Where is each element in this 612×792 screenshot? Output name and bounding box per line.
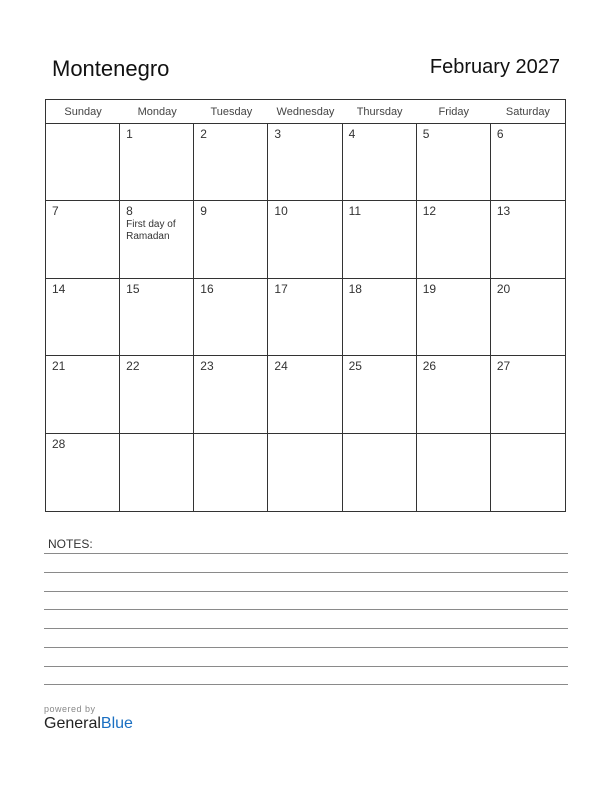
day-number: 6 bbox=[496, 127, 504, 141]
day-number: 5 bbox=[422, 127, 430, 141]
day-number: 23 bbox=[200, 359, 214, 374]
day-cell bbox=[46, 279, 120, 356]
notes-line bbox=[44, 647, 568, 648]
day-number: 26 bbox=[422, 359, 437, 374]
weekday-header: Monday bbox=[120, 100, 194, 124]
day-cell bbox=[120, 124, 194, 201]
day-cell bbox=[268, 434, 342, 511]
day-number: 3 bbox=[274, 127, 282, 141]
weekday-header: Sunday bbox=[46, 100, 120, 124]
day-number: 18 bbox=[348, 281, 362, 296]
day-number: 24 bbox=[274, 359, 288, 374]
day-cell bbox=[343, 201, 417, 278]
notes-line bbox=[44, 684, 568, 685]
day-number: 25 bbox=[348, 359, 362, 374]
day-cell bbox=[417, 434, 491, 511]
day-number: 11 bbox=[348, 204, 362, 219]
day-cell bbox=[268, 356, 342, 433]
brand-logo bbox=[44, 704, 133, 733]
day-cell bbox=[417, 201, 491, 278]
notes-line bbox=[44, 666, 568, 667]
day-cell bbox=[417, 356, 491, 433]
day-cell bbox=[268, 201, 342, 278]
day-number: 8 bbox=[126, 204, 133, 219]
day-cell bbox=[417, 124, 491, 201]
day-cell bbox=[46, 201, 120, 278]
day-number: 22 bbox=[126, 359, 140, 374]
weekday-header: Wednesday bbox=[268, 100, 342, 124]
day-number: 10 bbox=[274, 204, 288, 219]
day-cell bbox=[194, 201, 268, 278]
day-cell bbox=[194, 124, 268, 201]
day-number: 2 bbox=[200, 127, 207, 141]
day-cell bbox=[194, 434, 268, 511]
day-number: 9 bbox=[200, 204, 207, 219]
weekday-header: Tuesday bbox=[194, 100, 268, 124]
month-year-title: February 2027 bbox=[429, 56, 560, 78]
day-cell bbox=[491, 124, 565, 201]
day-number: 13 bbox=[496, 204, 511, 219]
day-cell bbox=[194, 279, 268, 356]
powered-by-text: powered by bbox=[44, 704, 96, 714]
day-number: 4 bbox=[348, 127, 356, 141]
day-cell bbox=[343, 356, 417, 433]
day-cell bbox=[120, 356, 194, 433]
day-number: 7 bbox=[52, 204, 59, 219]
day-number: 21 bbox=[52, 359, 66, 374]
day-number: 27 bbox=[496, 359, 511, 374]
weekday-header: Thursday bbox=[343, 100, 417, 124]
brand-name-blue: Blue bbox=[100, 715, 133, 732]
day-cell bbox=[46, 356, 120, 433]
brand-name-general: General bbox=[44, 715, 101, 732]
day-cell bbox=[194, 356, 268, 433]
notes-label: NOTES: bbox=[48, 537, 93, 551]
day-cell bbox=[46, 124, 120, 201]
day-cell bbox=[120, 434, 194, 511]
notes-line bbox=[44, 609, 568, 610]
day-number: 16 bbox=[200, 281, 214, 296]
day-cell bbox=[343, 124, 417, 201]
notes-line bbox=[44, 553, 568, 554]
day-number: 12 bbox=[422, 204, 437, 219]
day-cell bbox=[268, 124, 342, 201]
day-cell bbox=[120, 201, 194, 278]
day-cell bbox=[343, 434, 417, 511]
day-number: 19 bbox=[422, 281, 437, 296]
day-number: 14 bbox=[52, 281, 66, 296]
day-cell bbox=[417, 279, 491, 356]
holiday-label: First day of Ramadan bbox=[126, 219, 176, 243]
day-number: 1 bbox=[126, 127, 133, 141]
brand-name bbox=[44, 715, 133, 733]
day-number: 17 bbox=[274, 281, 288, 296]
day-cell bbox=[46, 434, 120, 511]
day-cell bbox=[343, 279, 417, 356]
day-cell bbox=[120, 279, 194, 356]
country-title: Montenegro bbox=[52, 56, 170, 81]
day-number: 15 bbox=[126, 281, 140, 296]
day-number: 28 bbox=[52, 436, 66, 451]
weekday-header: Saturday bbox=[491, 100, 565, 124]
day-cell bbox=[491, 356, 565, 433]
day-cell bbox=[491, 279, 565, 356]
notes-line bbox=[44, 572, 568, 573]
weekday-header: Friday bbox=[417, 100, 491, 124]
notes-line bbox=[44, 591, 568, 592]
day-cell bbox=[268, 279, 342, 356]
notes-line bbox=[44, 628, 568, 629]
day-cell bbox=[491, 201, 565, 278]
day-number: 20 bbox=[496, 281, 511, 296]
calendar-grid bbox=[45, 99, 566, 512]
day-cell bbox=[491, 434, 565, 511]
